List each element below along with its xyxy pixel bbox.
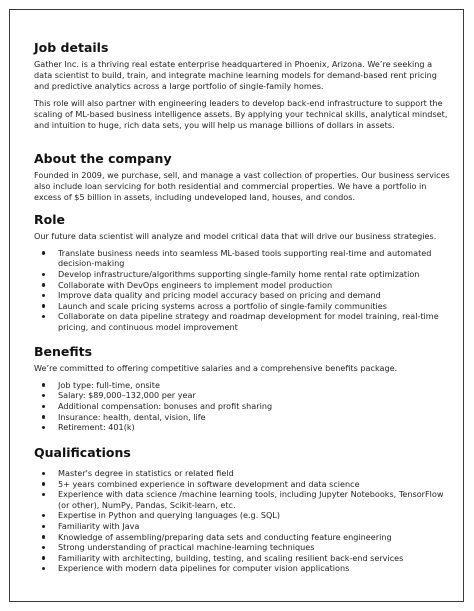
benefits-list	[34, 380, 452, 433]
list-item: Expertise in Python and querying languages (e.g. SQL)	[58, 510, 452, 521]
section-job-details	[34, 40, 452, 138]
list-item: Insurance: health, dental, vision, life	[58, 412, 452, 423]
list-item: Improve data quality and pricing model accuracy based on pricing and demand	[58, 290, 452, 301]
heading-about-company: About the company	[34, 151, 172, 166]
role-intro: Our future data scientist will analyze and model critical data that will drive our business strategies.	[34, 231, 437, 241]
list-item: Launch and scale pricing systems across a portfolio of single-family communities	[58, 301, 452, 312]
list-item: 5+ years combined experience in software development and data science	[58, 479, 452, 490]
list-item: Collaborate on data pipeline strategy and roadmap development for model training, real-time pricing, and continuous model improvement	[58, 311, 452, 332]
list-item: Experience with data science /machine learning tools, including Jupyter Notebooks, TensorFlow (or other), NumPy, Pandas, Scikit-learn, etc.	[58, 489, 452, 510]
list-item: Knowledge of assembling/preparing data sets and conducting feature engineering	[58, 532, 452, 543]
list-item: Develop infrastructure/algorithms supporting single-family home rental rate optimization	[58, 269, 452, 280]
resume-page	[9, 9, 464, 602]
section-role	[34, 212, 452, 333]
section-about-company	[34, 151, 452, 209]
heading-benefits: Benefits	[34, 344, 93, 359]
section-benefits	[34, 344, 452, 433]
list-item: Strong understanding of practical machine-learning techniques	[58, 542, 452, 553]
list-item: Job type: full-time, onsite	[58, 380, 452, 391]
job-details-paragraph-1: Gather Inc. is a thriving real estate enterprise headquartered in Phoenix, Arizona. We’re seeking a data scientist to build, train, and integrate machine learning models for demand-based rent pricing and predictive analytics across a large portfolio of single-family homes.	[34, 59, 437, 91]
section-qualifications	[34, 445, 452, 574]
list-item: Familiarity with architecting, building, testing, and scaling resilient back-end services	[58, 553, 452, 564]
role-list	[34, 248, 452, 333]
list-item: Experience with modern data pipelines for computer vision applications	[58, 563, 452, 574]
list-item: Master's degree in statistics or related field	[58, 468, 452, 479]
about-company-paragraph: Founded in 2009, we purchase, sell, and manage a vast collection of properties. Our business services also include loan servicing for both residential and commercial properties. We have a portfolio in excess of $5 billion in assets, including undeveloped land, houses, and condos.	[34, 170, 450, 202]
job-details-paragraph-2: This role will also partner with engineering leaders to develop back-end infrastructure to support the scaling of ML-based business intelligence assets. By applying your technical skills, analytical mindset, and intuition to huge, rich data sets, you will help us manage billions of dollars in assets.	[34, 98, 448, 130]
list-item: Translate business needs into seamless ML-based tools supporting real-time and automated decision-making	[58, 248, 452, 269]
heading-qualifications: Qualifications	[34, 445, 131, 460]
benefits-intro: We’re committed to offering competitive salaries and a comprehensive benefits package.	[34, 363, 398, 373]
list-item: Additional compensation: bonuses and profit sharing	[58, 401, 452, 412]
heading-job-details: Job details	[34, 40, 109, 55]
qualifications-list	[34, 468, 452, 574]
list-item: Retirement: 401(k)	[58, 422, 452, 433]
list-item: Salary: $89,000–132,000 per year	[58, 390, 452, 401]
list-item: Collaborate with DevOps engineers to implement model production	[58, 280, 452, 291]
list-item: Familiarity with Java	[58, 521, 452, 532]
heading-role: Role	[34, 212, 65, 227]
